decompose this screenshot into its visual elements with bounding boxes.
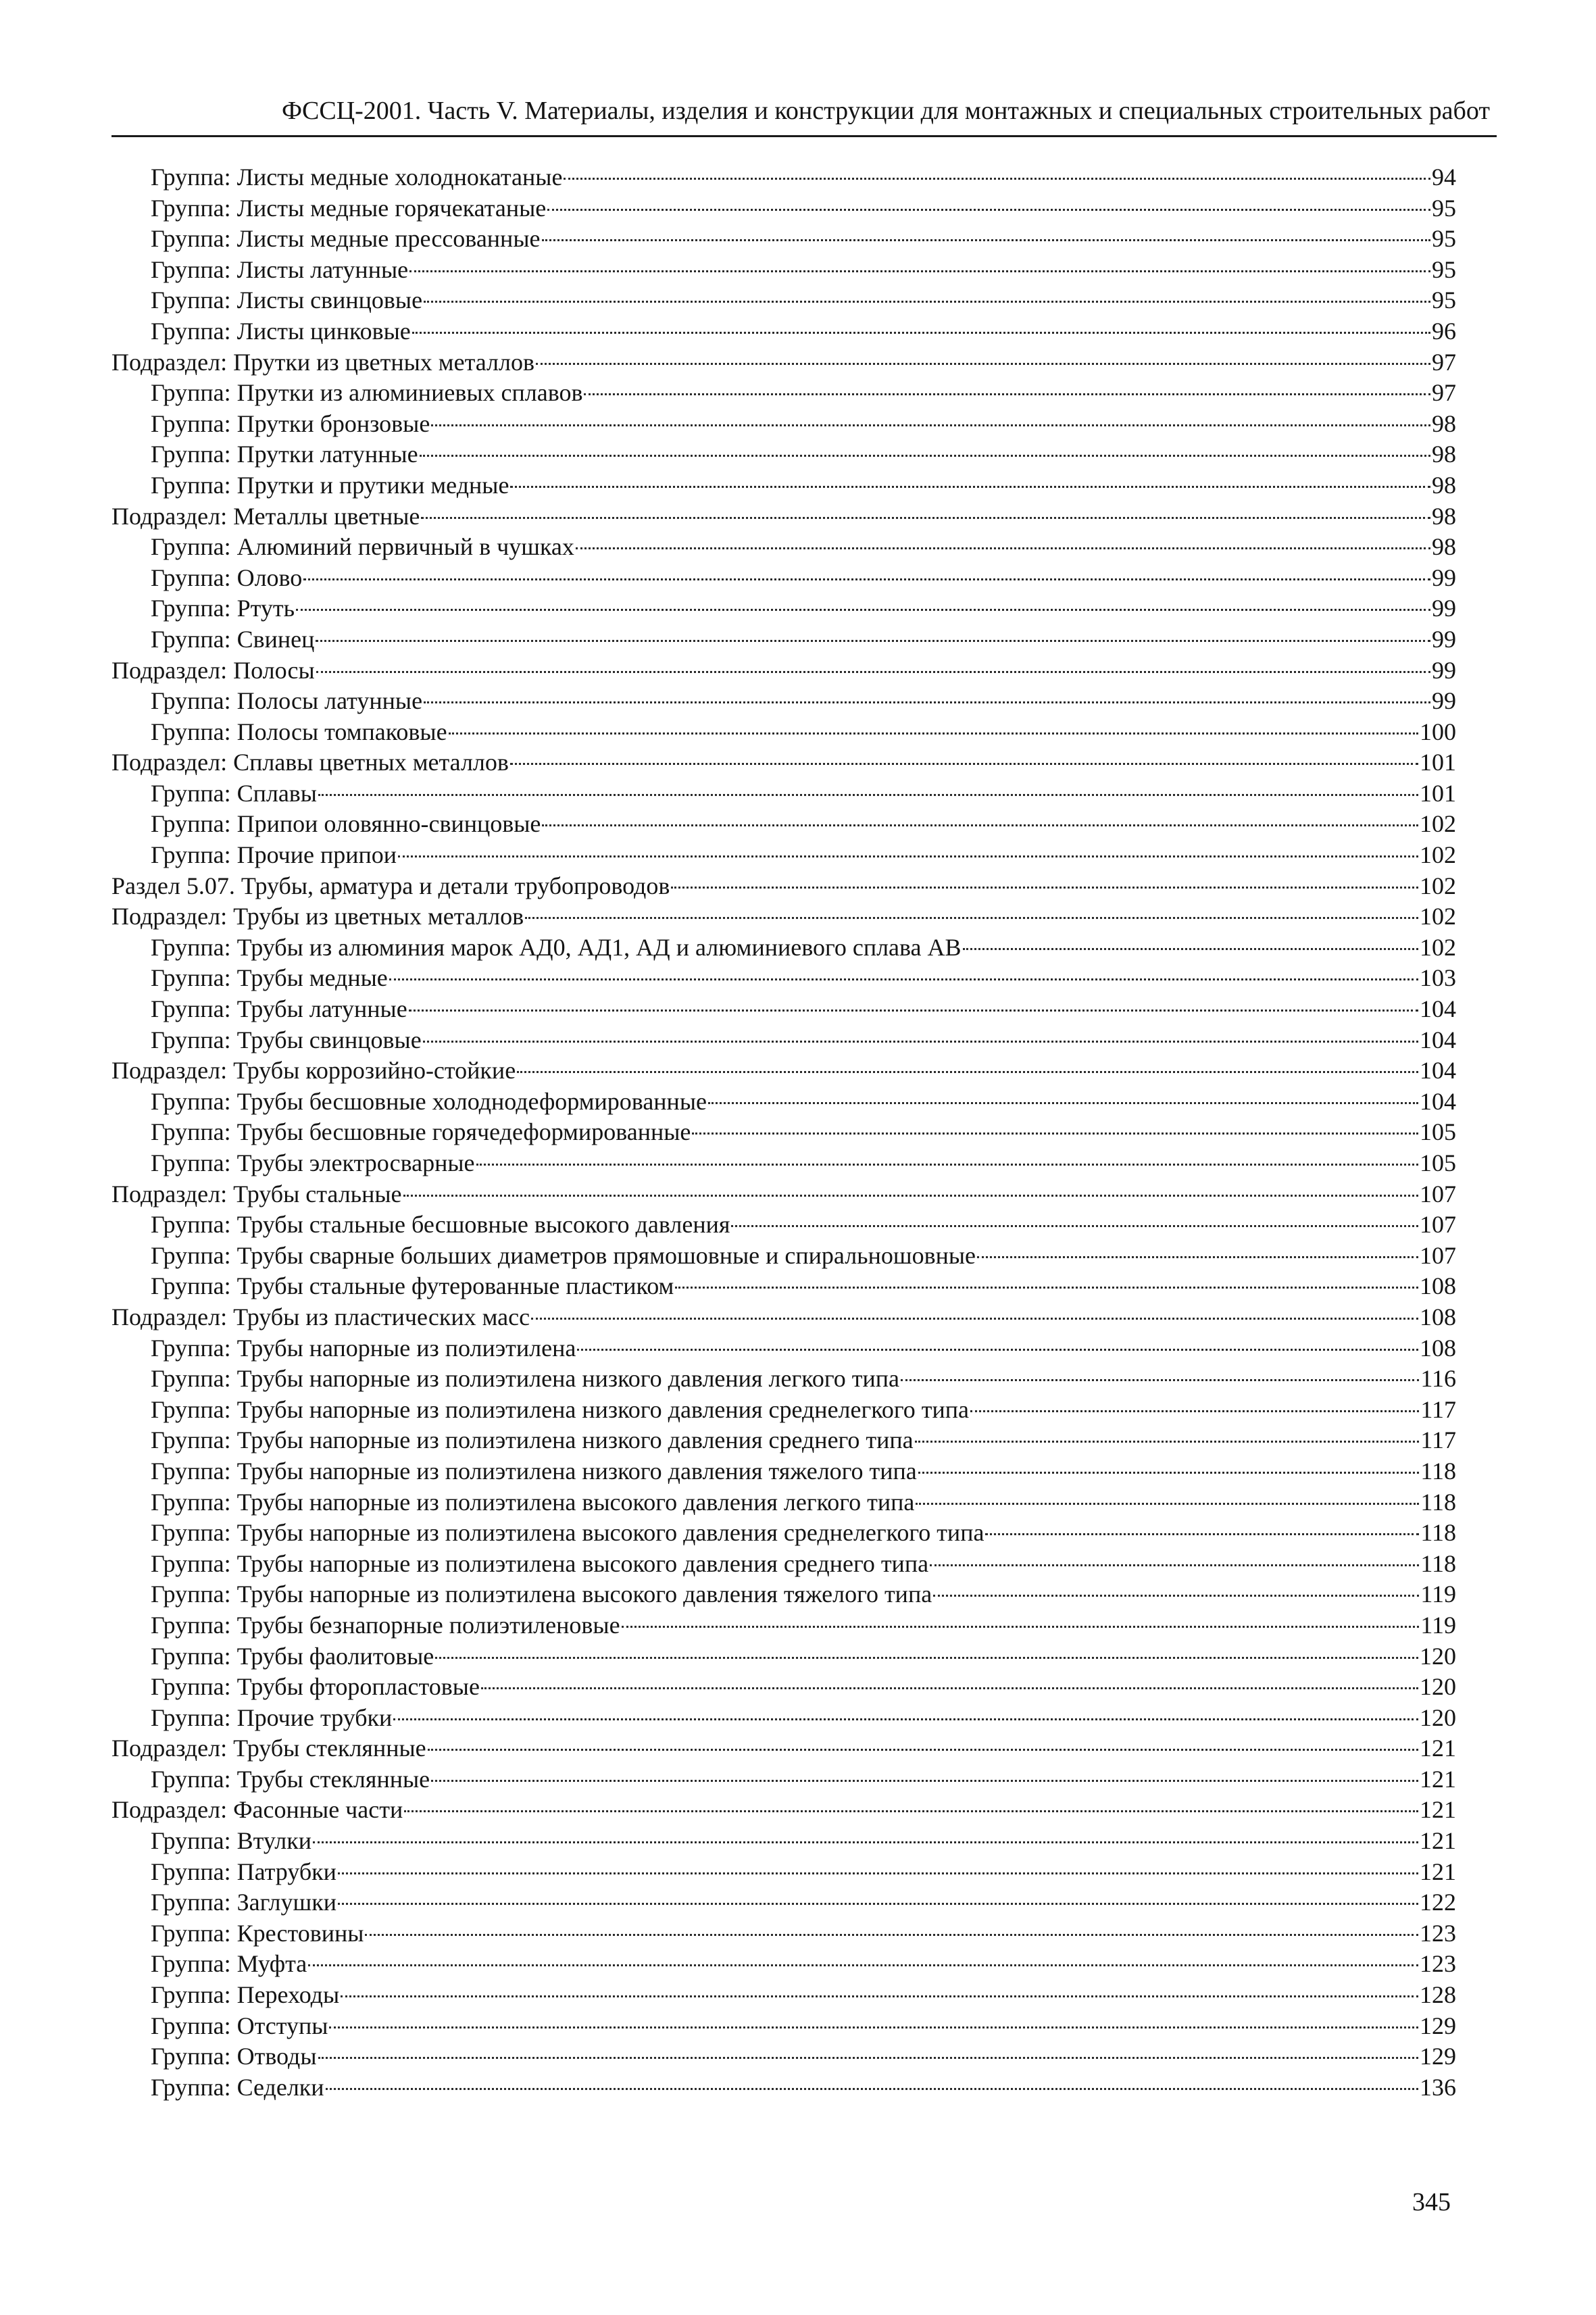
toc-entry-label: Группа: Трубы напорные из полиэтилена высокого давления тяжелого типа bbox=[151, 1580, 932, 1608]
toc-entry-label: Подраздел: Сплавы цветных металлов bbox=[111, 749, 509, 776]
toc-group-entry bbox=[111, 1271, 1456, 1302]
dot-leader bbox=[622, 1625, 1420, 1628]
toc-group-entry bbox=[111, 1518, 1456, 1549]
dot-leader bbox=[393, 1718, 1418, 1720]
toc-group-entry bbox=[111, 1241, 1456, 1272]
toc-section-entry bbox=[111, 901, 1456, 932]
dot-leader bbox=[435, 1656, 1418, 1659]
toc-group-entry bbox=[111, 1918, 1456, 1949]
dot-leader bbox=[424, 701, 1430, 703]
dot-leader bbox=[421, 516, 1430, 519]
toc-group-entry bbox=[111, 1857, 1456, 1888]
toc-group-entry bbox=[111, 1025, 1456, 1056]
toc-section-entry bbox=[111, 501, 1456, 532]
toc-entry-label: Группа: Трубы фторопластовые bbox=[151, 1673, 480, 1701]
toc-group-entry bbox=[111, 1980, 1456, 2011]
toc-entry-page: 102 bbox=[1420, 903, 1456, 930]
dot-leader bbox=[731, 1224, 1418, 1227]
toc-entry-page: 121 bbox=[1420, 1827, 1456, 1855]
dot-leader bbox=[675, 1286, 1418, 1289]
toc-group-entry bbox=[111, 1333, 1456, 1364]
toc-group-entry bbox=[111, 1826, 1456, 1857]
toc-entry-label: Группа: Прочие припои bbox=[151, 841, 397, 869]
dot-leader bbox=[404, 1810, 1418, 1812]
toc-entry-page: 104 bbox=[1420, 1057, 1456, 1085]
dot-leader bbox=[398, 855, 1418, 857]
toc-entry-label: Группа: Трубы электросварные bbox=[151, 1149, 475, 1176]
toc-group-entry bbox=[111, 162, 1456, 193]
dot-leader bbox=[326, 2087, 1418, 2090]
dot-leader bbox=[409, 1009, 1418, 1012]
toc-group-entry bbox=[111, 316, 1456, 347]
toc-section-entry bbox=[111, 1179, 1456, 1210]
toc-group-entry bbox=[111, 470, 1456, 501]
toc-entry-label: Группа: Сплавы bbox=[151, 779, 317, 807]
toc-entry-label: Подраздел: Прутки из цветных металлов bbox=[111, 348, 534, 376]
toc-entry-label: Группа: Листы медные горячекатаные bbox=[151, 194, 547, 222]
dot-leader bbox=[341, 1995, 1418, 1997]
toc-entry-page: 121 bbox=[1420, 1765, 1456, 1793]
toc-entry-page: 99 bbox=[1432, 625, 1456, 653]
toc-entry-page: 95 bbox=[1432, 194, 1456, 222]
toc-entry-page: 97 bbox=[1432, 348, 1456, 376]
toc-section-entry bbox=[111, 1733, 1456, 1764]
toc-entry-label: Группа: Прутки бронзовые bbox=[151, 409, 430, 437]
toc-entry-label: Группа: Трубы напорные из полиэтилена низкого давления среднелегкого типа bbox=[151, 1395, 970, 1423]
toc-entry-page: 136 bbox=[1420, 2073, 1456, 2101]
toc-entry-label: Подраздел: Трубы из пластических масс bbox=[111, 1303, 530, 1330]
dot-leader bbox=[449, 732, 1418, 735]
toc-entry-page: 95 bbox=[1432, 255, 1456, 283]
dot-leader bbox=[933, 1594, 1419, 1597]
toc-entry-page: 98 bbox=[1432, 441, 1456, 468]
toc-entry-page: 101 bbox=[1420, 749, 1456, 776]
toc-entry-page: 121 bbox=[1420, 1858, 1456, 1885]
toc-group-entry bbox=[111, 1117, 1456, 1148]
toc-group-entry bbox=[111, 932, 1456, 964]
toc-entry-page: 99 bbox=[1432, 564, 1456, 591]
toc-entry-page: 108 bbox=[1420, 1272, 1456, 1300]
toc-entry-label: Группа: Прутки из алюминиевых сплавов bbox=[151, 379, 583, 407]
dot-leader bbox=[901, 1378, 1419, 1381]
dot-leader bbox=[985, 1533, 1419, 1535]
dot-leader bbox=[542, 239, 1431, 241]
toc-entry-page: 118 bbox=[1420, 1519, 1456, 1547]
toc-entry-label: Раздел 5.07. Трубы, арматура и детали трубопроводов bbox=[111, 872, 670, 899]
dot-leader bbox=[536, 362, 1430, 365]
toc-entry-label: Группа: Олово bbox=[151, 564, 303, 591]
dot-leader bbox=[525, 916, 1418, 919]
toc-entry-page: 116 bbox=[1420, 1365, 1456, 1393]
toc-entry-page: 97 bbox=[1432, 379, 1456, 407]
toc-entry-label: Группа: Муфта bbox=[151, 1950, 307, 1978]
running-header-title: ФССЦ-2001. Часть V. Материалы, изделия и конструкции для монтажных и специальных строительных работ bbox=[281, 97, 1490, 125]
toc-entry-label: Подраздел: Трубы стальные bbox=[111, 1180, 402, 1208]
toc-entry-label: Группа: Листы свинцовые bbox=[151, 287, 423, 314]
dot-leader bbox=[318, 2056, 1418, 2059]
toc-section-entry bbox=[111, 1795, 1456, 1826]
toc-entry-page: 104 bbox=[1420, 1026, 1456, 1053]
toc-group-entry bbox=[111, 193, 1456, 224]
toc-entry-label: Группа: Отводы bbox=[151, 2043, 317, 2070]
toc-entry-page: 108 bbox=[1420, 1334, 1456, 1362]
toc-entry-label: Группа: Отступы bbox=[151, 2012, 328, 2039]
toc-entry-page: 120 bbox=[1420, 1703, 1456, 1731]
toc-entry-label: Группа: Трубы фаолитовые bbox=[151, 1642, 434, 1670]
toc-section-entry bbox=[111, 655, 1456, 687]
dot-leader bbox=[431, 1779, 1418, 1782]
toc-entry-label: Группа: Листы медные прессованные bbox=[151, 225, 541, 253]
toc-group-entry bbox=[111, 1641, 1456, 1672]
toc-entry-label: Группа: Трубы латунные bbox=[151, 995, 407, 1023]
dot-leader bbox=[412, 331, 1430, 334]
dot-leader bbox=[424, 300, 1430, 303]
toc-group-entry bbox=[111, 1395, 1456, 1426]
toc-entry-page: 99 bbox=[1432, 595, 1456, 622]
toc-entry-page: 98 bbox=[1432, 502, 1456, 530]
toc-entry-page: 107 bbox=[1420, 1241, 1456, 1269]
toc-entry-page: 121 bbox=[1420, 1796, 1456, 1824]
dot-leader bbox=[564, 177, 1430, 180]
toc-entry-label: Группа: Трубы свинцовые bbox=[151, 1026, 422, 1053]
toc-entry-page: 102 bbox=[1420, 933, 1456, 961]
dot-leader bbox=[316, 670, 1430, 673]
toc-entry-page: 104 bbox=[1420, 995, 1456, 1023]
toc-entry-label: Группа: Заглушки bbox=[151, 1889, 336, 1916]
dot-leader bbox=[420, 454, 1430, 457]
dot-leader bbox=[918, 1471, 1420, 1474]
toc-entry-page: 98 bbox=[1432, 533, 1456, 561]
toc-group-entry bbox=[111, 1425, 1456, 1456]
toc-entry-page: 99 bbox=[1432, 656, 1456, 684]
toc-entry-label: Группа: Трубы бесшовные горячедеформированные bbox=[151, 1118, 691, 1146]
dot-leader bbox=[423, 1040, 1418, 1043]
toc-entry-label: Группа: Трубы безнапорные полиэтиленовые bbox=[151, 1611, 620, 1639]
toc-entry-page: 105 bbox=[1420, 1149, 1456, 1176]
toc-entry-page: 102 bbox=[1420, 810, 1456, 838]
toc-entry-page: 117 bbox=[1420, 1426, 1456, 1454]
toc-section-entry bbox=[111, 1302, 1456, 1333]
dot-leader bbox=[531, 1317, 1418, 1320]
toc-entry-page: 123 bbox=[1420, 1950, 1456, 1978]
toc-entry-page: 101 bbox=[1420, 779, 1456, 807]
toc-group-entry bbox=[111, 1487, 1456, 1518]
toc-group-entry bbox=[111, 1703, 1456, 1734]
dot-leader bbox=[963, 947, 1418, 950]
toc-entry-label: Группа: Прутки и прутики медные bbox=[151, 471, 509, 499]
toc-entry-label: Группа: Трубы из алюминия марок АД0, АД1, АД и алюминиевого сплава АВ bbox=[151, 933, 962, 961]
toc-entry-page: 120 bbox=[1420, 1642, 1456, 1670]
toc-entry-page: 96 bbox=[1432, 317, 1456, 345]
toc-entry-label: Группа: Ртуть bbox=[151, 595, 295, 622]
toc-entry-page: 95 bbox=[1432, 287, 1456, 314]
toc-entry-page: 103 bbox=[1420, 964, 1456, 992]
toc-group-entry bbox=[111, 224, 1456, 255]
toc-entry-label: Группа: Трубы стальные бесшовные высокого давления bbox=[151, 1211, 730, 1239]
toc-group-entry bbox=[111, 255, 1456, 286]
dot-leader bbox=[576, 547, 1430, 549]
toc-group-entry bbox=[111, 439, 1456, 470]
toc-entry-label: Подраздел: Металлы цветные bbox=[111, 502, 420, 530]
toc-group-entry bbox=[111, 1764, 1456, 1795]
toc-entry-label: Подраздел: Полосы bbox=[111, 656, 315, 684]
toc-entry-label: Группа: Свинец bbox=[151, 625, 315, 653]
dot-leader bbox=[329, 2026, 1418, 2028]
toc-group-entry bbox=[111, 1456, 1456, 1487]
toc-entry-page: 105 bbox=[1420, 1118, 1456, 1146]
toc-entry-page: 119 bbox=[1420, 1611, 1456, 1639]
toc-group-entry bbox=[111, 840, 1456, 871]
toc-entry-label: Группа: Алюминий первичный в чушках bbox=[151, 533, 574, 561]
toc-entry-page: 100 bbox=[1420, 718, 1456, 745]
dot-leader bbox=[365, 1933, 1418, 1936]
toc-entry-label: Группа: Трубы напорные из полиэтилена высокого давления легкого типа bbox=[151, 1488, 915, 1516]
toc-entry-label: Группа: Трубы напорные из полиэтилена bbox=[151, 1334, 576, 1362]
dot-leader bbox=[692, 1132, 1418, 1135]
toc-entry-page: 94 bbox=[1432, 164, 1456, 191]
toc-group-entry bbox=[111, 1087, 1456, 1118]
dot-leader bbox=[338, 1872, 1418, 1874]
dot-leader bbox=[296, 608, 1430, 611]
dot-leader bbox=[510, 762, 1418, 765]
toc-entry-page: 102 bbox=[1420, 841, 1456, 869]
toc-entry-label: Группа: Трубы медные bbox=[151, 964, 388, 992]
toc-entry-label: Группа: Трубы бесшовные холоднодеформированные bbox=[151, 1087, 707, 1115]
dot-leader bbox=[481, 1687, 1418, 1689]
toc-entry-page: 95 bbox=[1432, 225, 1456, 253]
toc-entry-label: Группа: Листы медные холоднокатаные bbox=[151, 164, 563, 191]
toc-group-entry bbox=[111, 409, 1456, 440]
toc-entry-label: Группа: Полосы томпаковые bbox=[151, 718, 447, 745]
toc-group-entry bbox=[111, 1610, 1456, 1641]
toc-entry-label: Группа: Прутки латунные bbox=[151, 441, 418, 468]
dot-leader bbox=[338, 1902, 1418, 1905]
toc-entry-page: 118 bbox=[1420, 1457, 1456, 1485]
toc-entry-label: Группа: Трубы напорные из полиэтилена высокого давления среднего типа bbox=[151, 1549, 929, 1577]
toc-group-entry bbox=[111, 1672, 1456, 1703]
dot-leader bbox=[977, 1255, 1418, 1258]
toc-entry-label: Группа: Переходы bbox=[151, 1981, 340, 2009]
toc-entry-page: 117 bbox=[1420, 1395, 1456, 1423]
toc-entry-label: Группа: Трубы стальные футерованные пластиком bbox=[151, 1272, 674, 1300]
page-number: 345 bbox=[1412, 2188, 1451, 2216]
dot-leader bbox=[303, 578, 1430, 580]
toc-group-entry bbox=[111, 1949, 1456, 1980]
toc-group-entry bbox=[111, 717, 1456, 748]
dot-leader bbox=[409, 270, 1430, 272]
toc-group-entry bbox=[111, 2011, 1456, 2042]
toc-group-entry bbox=[111, 686, 1456, 717]
dot-leader bbox=[316, 639, 1430, 642]
toc-section-entry bbox=[111, 747, 1456, 778]
dot-leader bbox=[916, 1502, 1419, 1505]
toc-entry-label: Группа: Листы цинковые bbox=[151, 317, 411, 345]
toc-entry-label: Группа: Трубы напорные из полиэтилена низкого давления среднего типа bbox=[151, 1426, 914, 1454]
toc-entry-label: Группа: Трубы напорные из полиэтилена низкого давления тяжелого типа bbox=[151, 1457, 917, 1485]
dot-leader bbox=[517, 1070, 1418, 1073]
toc-group-entry bbox=[111, 563, 1456, 594]
toc-entry-page: 99 bbox=[1432, 687, 1456, 715]
toc-entry-label: Подраздел: Фасонные части bbox=[111, 1796, 403, 1824]
toc-group-entry bbox=[111, 1887, 1456, 1918]
toc-entry-label: Группа: Трубы напорные из полиэтилена низкого давления легкого типа bbox=[151, 1365, 899, 1393]
toc-section-entry bbox=[111, 871, 1456, 902]
dot-leader bbox=[547, 208, 1430, 211]
toc-group-entry bbox=[111, 624, 1456, 655]
toc-entry-label: Группа: Седелки bbox=[151, 2073, 324, 2101]
dot-leader bbox=[308, 1964, 1418, 1966]
dot-leader bbox=[584, 393, 1430, 395]
toc-entry-page: 98 bbox=[1432, 409, 1456, 437]
toc-entry-page: 122 bbox=[1420, 1889, 1456, 1916]
toc-entry-label: Группа: Припои оловянно-свинцовые bbox=[151, 810, 541, 838]
dot-leader bbox=[915, 1440, 1420, 1443]
toc-group-entry bbox=[111, 2041, 1456, 2072]
toc-entry-page: 108 bbox=[1420, 1303, 1456, 1330]
dot-leader bbox=[577, 1348, 1418, 1351]
toc-section-entry bbox=[111, 347, 1456, 378]
toc-entry-label: Группа: Трубы напорные из полиэтилена высокого давления среднелегкого типа bbox=[151, 1519, 984, 1547]
toc-entry-page: 129 bbox=[1420, 2043, 1456, 2070]
toc-group-entry bbox=[111, 1579, 1456, 1610]
dot-leader bbox=[428, 1748, 1418, 1751]
toc-entry-page: 129 bbox=[1420, 2012, 1456, 2039]
toc-group-entry bbox=[111, 963, 1456, 994]
toc-entry-page: 128 bbox=[1420, 1981, 1456, 2009]
toc-group-entry bbox=[111, 378, 1456, 409]
toc-group-entry bbox=[111, 778, 1456, 810]
toc-entry-page: 107 bbox=[1420, 1211, 1456, 1239]
toc-entry-page: 107 bbox=[1420, 1180, 1456, 1208]
toc-entry-label: Группа: Патрубки bbox=[151, 1858, 336, 1885]
dot-leader bbox=[930, 1564, 1419, 1566]
dot-leader bbox=[708, 1101, 1418, 1104]
toc-entry-label: Группа: Листы латунные bbox=[151, 255, 409, 283]
dot-leader bbox=[431, 424, 1430, 426]
toc-entry-label: Группа: Трубы сварные больших диаметров прямошовные и спиральношовные bbox=[151, 1241, 976, 1269]
toc-entry-label: Группа: Втулки bbox=[151, 1827, 311, 1855]
page-header bbox=[111, 93, 1497, 137]
dot-leader bbox=[313, 1841, 1418, 1843]
toc-group-entry bbox=[111, 2072, 1456, 2104]
toc-section-entry bbox=[111, 1055, 1456, 1087]
toc-group-entry bbox=[111, 1210, 1456, 1241]
dot-leader bbox=[476, 1163, 1419, 1166]
toc-entry-page: 118 bbox=[1420, 1488, 1456, 1516]
toc-entry-page: 121 bbox=[1420, 1735, 1456, 1762]
dot-leader bbox=[403, 1194, 1418, 1197]
toc-entry-page: 102 bbox=[1420, 872, 1456, 899]
toc-entry-label: Группа: Прочие трубки bbox=[151, 1703, 393, 1731]
toc-group-entry bbox=[111, 285, 1456, 316]
toc-entry-page: 123 bbox=[1420, 1919, 1456, 1947]
dot-leader bbox=[542, 824, 1418, 826]
dot-leader bbox=[671, 886, 1418, 889]
toc-group-entry bbox=[111, 532, 1456, 563]
toc-entry-label: Подраздел: Трубы коррозийно-стойкие bbox=[111, 1057, 516, 1085]
toc-entry-page: 98 bbox=[1432, 471, 1456, 499]
toc-group-entry bbox=[111, 1549, 1456, 1580]
toc-entry-page: 104 bbox=[1420, 1087, 1456, 1115]
toc-entry-page: 118 bbox=[1420, 1549, 1456, 1577]
toc-entry-label: Подраздел: Трубы из цветных металлов bbox=[111, 903, 524, 930]
toc-entry-label: Группа: Трубы стеклянные bbox=[151, 1765, 430, 1793]
table-of-contents bbox=[111, 162, 1456, 2103]
toc-group-entry bbox=[111, 593, 1456, 624]
dot-leader bbox=[318, 793, 1418, 796]
toc-group-entry bbox=[111, 1148, 1456, 1179]
toc-group-entry bbox=[111, 1364, 1456, 1395]
toc-entry-label: Группа: Полосы латунные bbox=[151, 687, 423, 715]
toc-entry-label: Группа: Крестовины bbox=[151, 1919, 364, 1947]
toc-entry-page: 119 bbox=[1420, 1580, 1456, 1608]
dot-leader bbox=[970, 1410, 1419, 1412]
toc-group-entry bbox=[111, 994, 1456, 1025]
toc-group-entry bbox=[111, 809, 1456, 840]
toc-entry-page: 120 bbox=[1420, 1673, 1456, 1701]
dot-leader bbox=[389, 978, 1418, 980]
dot-leader bbox=[510, 485, 1430, 488]
toc-entry-label: Подраздел: Трубы стеклянные bbox=[111, 1735, 426, 1762]
